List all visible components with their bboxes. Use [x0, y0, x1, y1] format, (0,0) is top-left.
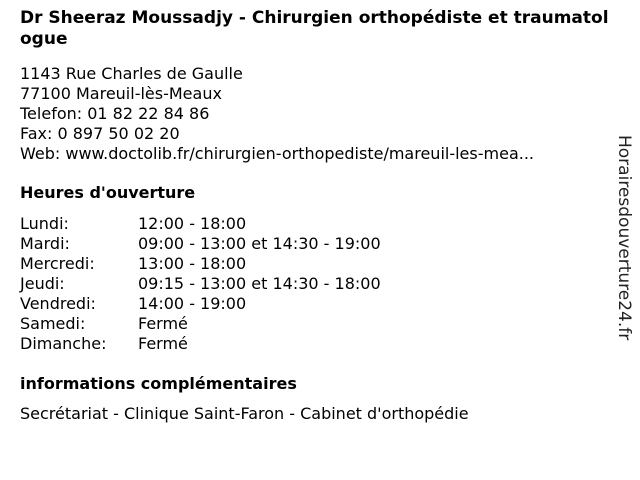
fax-number: Fax: 0 897 50 02 20 — [20, 124, 180, 143]
hours-row-tuesday — [20, 234, 381, 254]
hours-row-wednesday — [20, 254, 381, 274]
hours-row-monday — [20, 214, 381, 234]
day-hours: 13:00 - 18:00 — [138, 254, 247, 273]
day-label: Jeudi: — [20, 274, 65, 293]
day-hours: 12:00 - 18:00 — [138, 214, 247, 233]
info-text: Secrétariat - Clinique Saint-Faron - Cabinet d'orthopédie — [20, 404, 469, 423]
city-address: 77100 Mareuil-lès-Meaux — [20, 84, 222, 103]
day-hours: 14:00 - 19:00 — [138, 294, 247, 313]
phone-number: Telefon: 01 82 22 84 86 — [20, 104, 210, 123]
hours-table — [20, 214, 381, 354]
day-label: Mercredi: — [20, 254, 95, 273]
day-hours: 09:00 - 13:00 et 14:30 - 19:00 — [138, 234, 381, 253]
day-hours: 09:15 - 13:00 et 14:30 - 18:00 — [138, 274, 381, 293]
page-title: Dr Sheeraz Moussadjy - Chirurgien orthopédiste et traumatologue — [20, 8, 609, 49]
site-watermark: Horairesdouverture24.fr — [614, 135, 634, 341]
street-address: 1143 Rue Charles de Gaulle — [20, 64, 243, 83]
hours-row-saturday — [20, 314, 381, 334]
hours-row-friday — [20, 294, 381, 314]
day-label: Lundi: — [20, 214, 69, 233]
day-label: Vendredi: — [20, 294, 96, 313]
day-hours: Fermé — [138, 314, 188, 333]
info-heading: informations complémentaires — [20, 374, 297, 393]
hours-heading: Heures d'ouverture — [20, 183, 196, 202]
hours-row-thursday — [20, 274, 381, 294]
hours-row-sunday — [20, 334, 381, 354]
day-label: Samedi: — [20, 314, 86, 333]
day-hours: Fermé — [138, 334, 188, 353]
day-label: Mardi: — [20, 234, 70, 253]
website-link[interactable]: Web: www.doctolib.fr/chirurgien-orthopediste/mareuil-les-mea... — [20, 144, 534, 163]
address-block — [20, 64, 534, 164]
day-label: Dimanche: — [20, 334, 107, 353]
